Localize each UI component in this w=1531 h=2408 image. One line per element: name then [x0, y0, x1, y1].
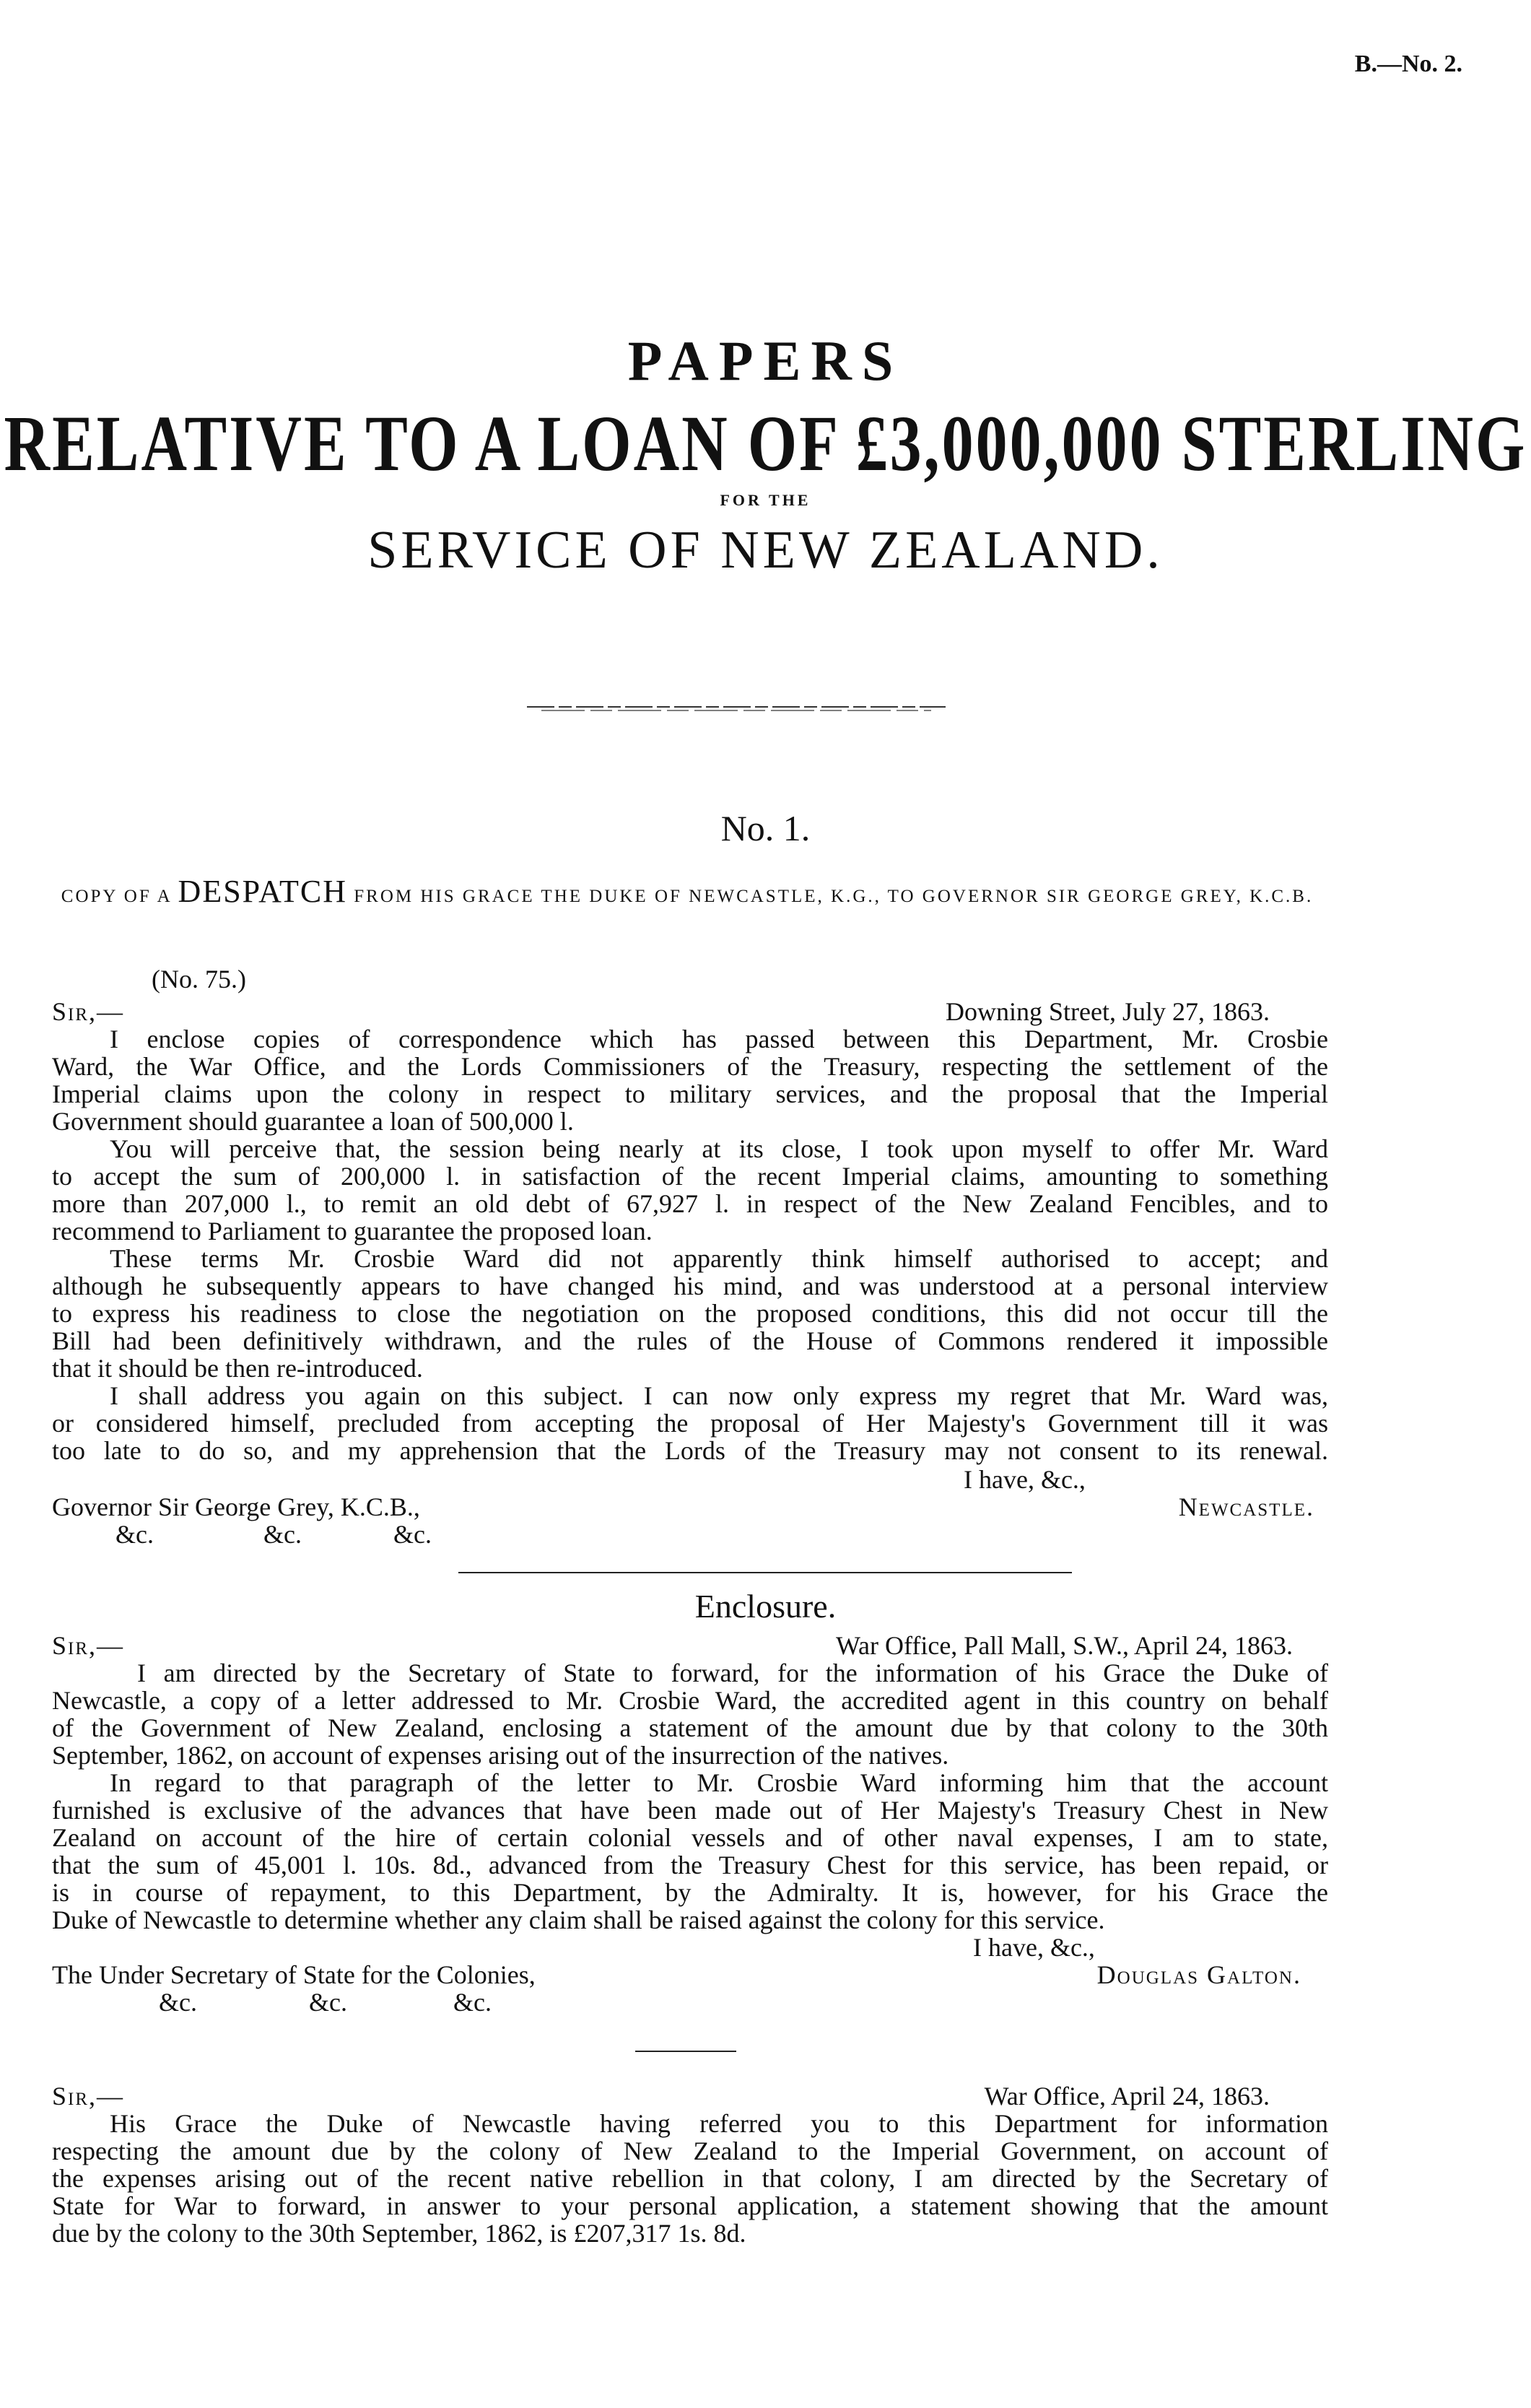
- enclosure-line: Zealand on account of the hire of certain colonial vessels and of other naval expenses, I am to state,: [52, 1823, 1328, 1852]
- enclosure-line: furnished is exclusive of the advances that have been made out of Her Majesty's Treasury Chest in New: [52, 1796, 1328, 1825]
- despatch-etc: &c.: [393, 1520, 432, 1549]
- letter2-line: His Grace the Duke of Newcastle having referred you to this Department for information: [110, 2109, 1328, 2138]
- letter2-line: due by the colony to the 30th September, 1862, is £207,317 1s. 8d.: [52, 2219, 746, 2248]
- enclosure-heading: Enclosure.: [694, 1588, 837, 1625]
- enclosure-line: September, 1862, on account of expenses arising out of the insurrection of the natives.: [52, 1741, 949, 1770]
- enclosure-line: is in course of repayment, to this Department, by the Admiralty. It is, however, for his Grace the: [52, 1878, 1328, 1907]
- despatch-line: I enclose copies of correspondence which has passed between this Department, Mr. Crosbie: [110, 1025, 1328, 1053]
- section-divider: [458, 1572, 1072, 1573]
- despatch-line: Ward, the War Office, and the Lords Commissioners of the Treasury, respecting the settlement of the: [52, 1052, 1328, 1081]
- enclosure-closing: I have, &c.,: [973, 1933, 1095, 1962]
- enclosure-etc: &c.: [159, 1988, 197, 2017]
- despatch-address: Downing Street, July 27, 1863.: [946, 997, 1270, 1026]
- enclosure-line: Newcastle, a copy of a letter addressed to Mr. Crosbie Ward, the accredited agent in this country on behalf: [52, 1686, 1328, 1715]
- despatch-line: I shall address you again on this subject. I can now only express my regret that Mr. Ward was,: [110, 1381, 1328, 1410]
- despatch-line: to express his readiness to close the negotiation on the proposed conditions, this did not occur till the: [52, 1299, 1328, 1328]
- enclosure-line: that the sum of 45,001 l. 10s. 8d., advanced from the Treasury Chest for this service, has been repaid, or: [52, 1851, 1328, 1879]
- letter2-line: State for War to forward, in answer to your personal application, a statement showing that the amount: [52, 2191, 1328, 2220]
- enclosure-address: War Office, Pall Mall, S.W., April 24, 1863.: [835, 1631, 1293, 1660]
- despatch-signature: Newcastle.: [1178, 1492, 1314, 1521]
- caption-despatch: DESPATCH: [178, 874, 347, 909]
- caption-rest: FROM HIS GRACE THE DUKE OF NEWCASTLE, K.G., TO GOVERNOR SIR GEORGE GREY, K.C.B.: [354, 887, 1314, 906]
- despatch-line: recommend to Parliament to guarantee the proposed loan.: [52, 1217, 653, 1246]
- despatch-line: that it should be then re-introduced.: [52, 1354, 423, 1383]
- enclosure-etc: &c.: [309, 1988, 347, 2017]
- section-caption: [52, 874, 1322, 911]
- enclosure-etc: &c.: [453, 1988, 492, 2017]
- despatch-line: more than 207,000 l., to remit an old debt of 67,927 l. in respect of the New Zealand Fencibles, and to: [52, 1189, 1328, 1218]
- despatch-line: too late to do so, and my apprehension that the Lords of the Treasury may not consent to its renewal.: [52, 1436, 1328, 1465]
- enclosure-line: I am directed by the Secretary of State to forward, for the information of his Grace the Duke of: [137, 1659, 1328, 1687]
- despatch-line: although he subsequently appears to have changed his mind, and was understood at a personal interview: [52, 1272, 1328, 1300]
- enclosure-line: Duke of Newcastle to determine whether any claim shall be raised against the colony for this service.: [52, 1905, 1105, 1934]
- letter2-address: War Office, April 24, 1863.: [984, 2082, 1270, 2111]
- document-reference: B.—No. 2.: [1354, 51, 1462, 77]
- despatch-line: Imperial claims upon the colony in respect to military services, and the proposal that the Imperial: [52, 1079, 1328, 1108]
- enclosure-line: of the Government of New Zealand, enclosing a statement of the amount due by that colony to the 30th: [52, 1713, 1328, 1742]
- despatch-addressee: Governor Sir George Grey, K.C.B.,: [52, 1492, 420, 1521]
- letter2-line: respecting the amount due by the colony of New Zealand to the Imperial Government, on account of: [52, 2137, 1328, 2165]
- decorative-divider: [527, 704, 946, 713]
- despatch-line: or considered himself, precluded from accepting the proposal of Her Majesty's Government till it was: [52, 1409, 1328, 1438]
- enclosure-salutation: Sir,—: [52, 1631, 125, 1660]
- enclosure-addressee: The Under Secretary of State for the Colonies,: [52, 1960, 536, 1989]
- letter2-line: the expenses arising out of the recent native rebellion in that colony, I am directed by the Secretary of: [52, 2164, 1328, 2193]
- despatch-line: You will perceive that, the session being nearly at its close, I took upon myself to offer Mr. Ward: [110, 1134, 1328, 1163]
- despatch-line: These terms Mr. Crosbie Ward did not apparently think himself authorised to accept; and: [110, 1244, 1328, 1273]
- caption-lead: COPY OF A: [61, 887, 172, 906]
- despatch-line: Bill had been definitively withdrawn, and the rules of the House of Commons rendered it impossible: [52, 1326, 1328, 1355]
- despatch-line: Government should guarantee a loan of 500,000 l.: [52, 1107, 574, 1136]
- title-main: RELATIVE TO A LOAN OF £3,000,000 STERLING: [4, 400, 1527, 489]
- enclosure-line: In regard to that paragraph of the letter to Mr. Crosbie Ward informing him that the account: [110, 1768, 1328, 1797]
- title-service: SERVICE OF NEW ZEALAND.: [367, 521, 1164, 580]
- title-for-the: FOR THE: [720, 491, 811, 509]
- letter-divider: [635, 2051, 736, 2052]
- title-papers: PAPERS: [627, 329, 904, 392]
- despatch-etc: &c.: [115, 1520, 154, 1549]
- despatch-number: (No. 75.): [152, 965, 246, 994]
- despatch-line: to accept the sum of 200,000 l. in satisfaction of the recent Imperial claims, amounting to something: [52, 1162, 1328, 1191]
- despatch-etc: &c.: [263, 1520, 302, 1549]
- enclosure-signature: Douglas Galton.: [1096, 1960, 1301, 1989]
- letter2-salutation: Sir,—: [52, 2082, 125, 2111]
- section-number: No. 1.: [720, 808, 811, 848]
- despatch-salutation: Sir,—: [52, 997, 125, 1026]
- despatch-closing: I have, &c.,: [964, 1465, 1086, 1494]
